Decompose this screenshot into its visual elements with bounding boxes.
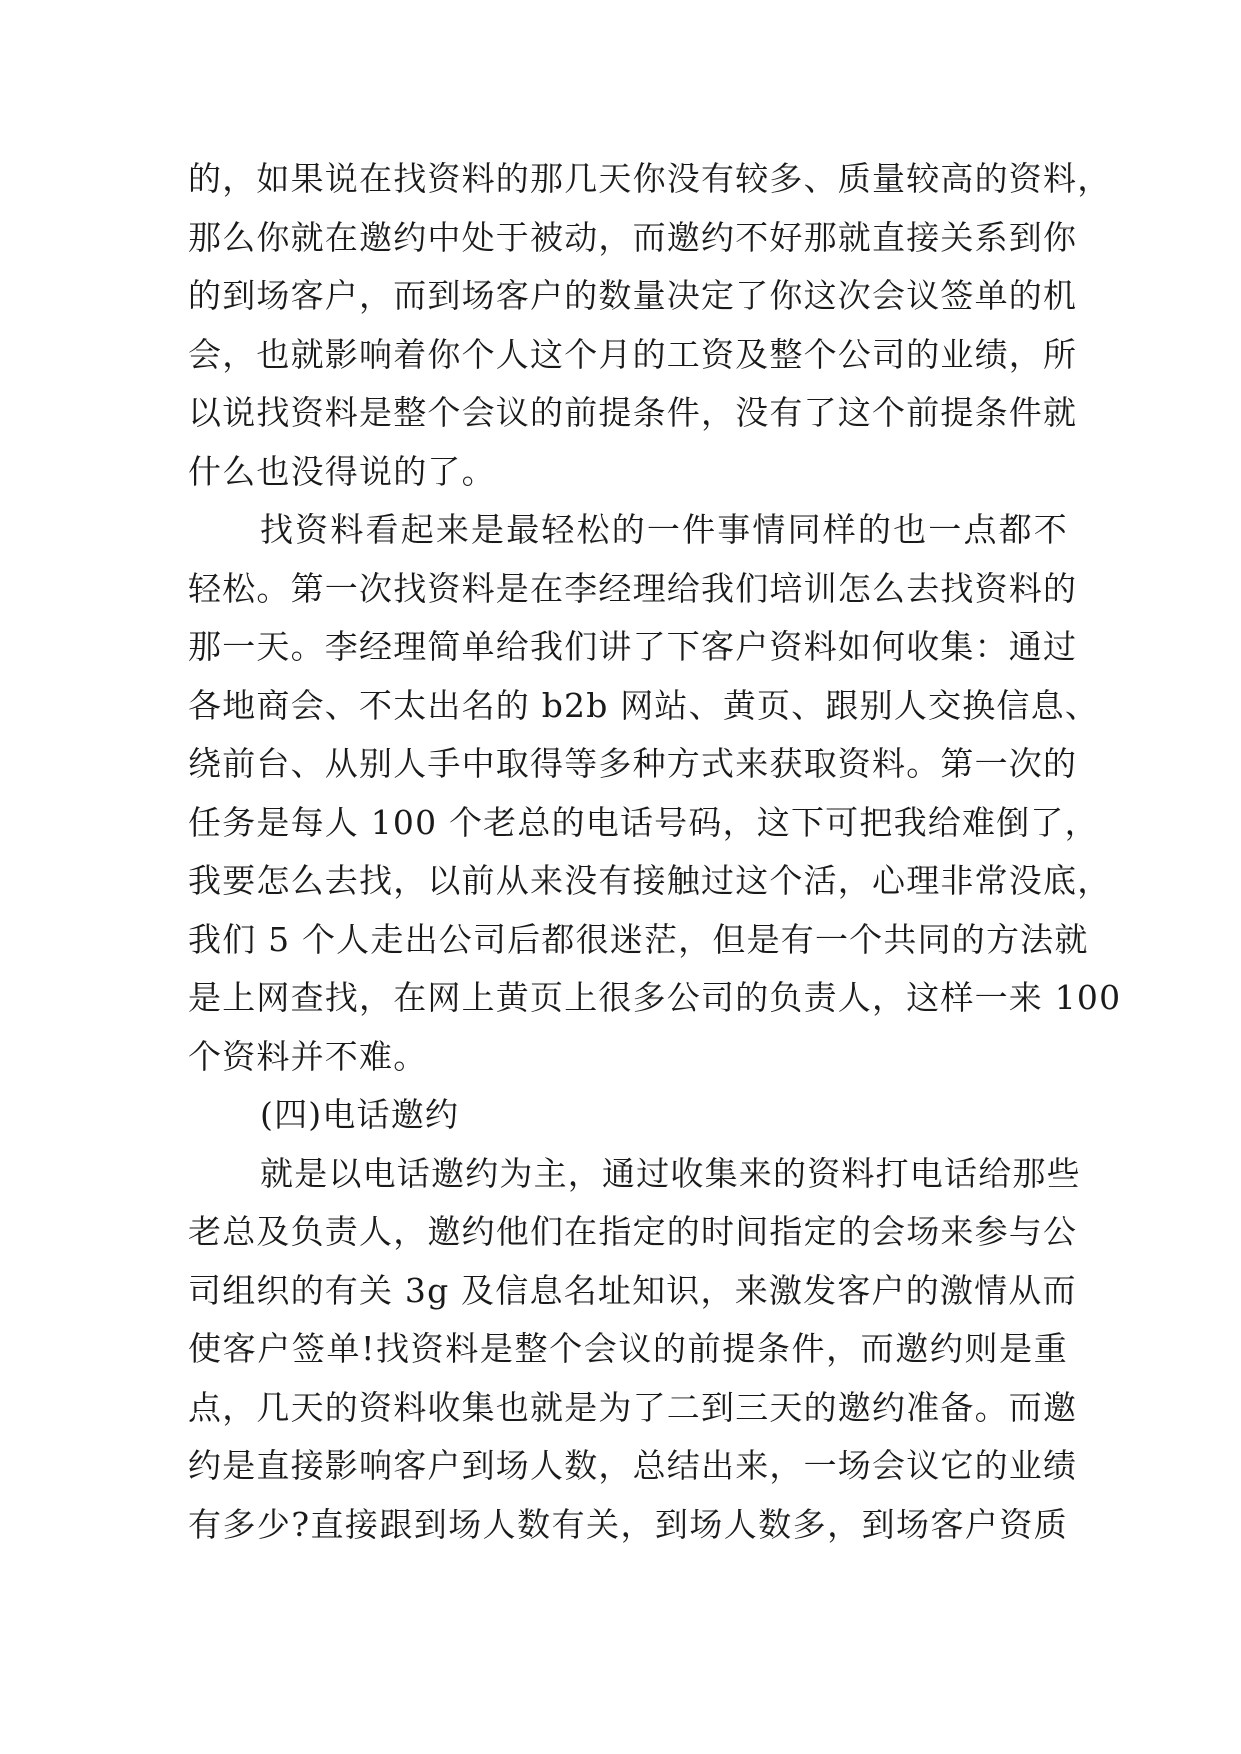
paragraph-2-line-5: 绕前台、从别人手中取得等多种方式来获取资料。第一次的	[188, 744, 1078, 783]
paragraph-3-line-4: 使客户签单!找资料是整个会议的前提条件，而邀约则是重	[188, 1329, 1068, 1368]
paragraph-2-line-10: 个资料并不难。	[188, 1036, 428, 1076]
paragraph-3-line-6: 约是直接影响客户到场人数，总结出来，一场会议它的业绩	[188, 1446, 1078, 1485]
paragraph-2-line-7: 我要怎么去找，以前从来没有接触过这个活，心理非常没底，	[188, 861, 1112, 900]
section-heading: (四)电话邀约	[260, 1095, 460, 1134]
paragraph-1-line-1: 的，如果说在找资料的那几天你没有较多、质量较高的资料，	[188, 159, 1112, 198]
paragraph-1-line-5: 以说找资料是整个会议的前提条件，没有了这个前提条件就	[188, 393, 1078, 432]
paragraph-2-line-1: 找资料看起来是最轻松的一件事情同样的也一点都不	[260, 510, 1068, 549]
paragraph-1-line-2: 那么你就在邀约中处于被动，而邀约不好那就直接关系到你	[188, 217, 1078, 257]
paragraph-3-line-2: 老总及负责人，邀约他们在指定的时间指定的会场来参与公	[188, 1212, 1078, 1251]
paragraph-2-line-9: 是上网查找，在网上黄页上很多公司的负责人，这样一来 100	[188, 978, 1122, 1017]
paragraph-1-line-6: 什么也没得说的了。	[188, 451, 496, 491]
paragraph-3-line-1: 就是以电话邀约为主，通过收集来的资料打电话给那些	[260, 1153, 1081, 1193]
paragraph-3-line-3: 司组织的有关 3g 及信息名址知识，来激发客户的激情从而	[188, 1270, 1077, 1310]
paragraph-1-line-4: 会，也就影响着你个人这个月的工资及整个公司的业绩，所	[188, 334, 1078, 374]
paragraph-3-line-5: 点，几天的资料收集也就是为了二到三天的邀约准备。而邀	[188, 1387, 1078, 1427]
paragraph-3-line-7: 有多少?直接跟到场人数有关，到场人数多，到场客户资质	[188, 1504, 1068, 1544]
paragraph-1-line-3: 的到场客户，而到场客户的数量决定了你这次会议签单的机	[188, 276, 1078, 315]
paragraph-2-line-8: 我们 5 个人走出公司后都很迷茫，但是有一个共同的方法就	[188, 919, 1089, 959]
body-text	[188, 150, 1122, 1554]
paragraph-2-line-6: 任务是每人 100 个老总的电话号码，这下可把我给难倒了，	[188, 802, 1099, 842]
paragraph-2-line-4: 各地商会、不太出名的 b2b 网站、黄页、跟别人交换信息、	[188, 685, 1100, 725]
paragraph-2-line-2: 轻松。第一次找资料是在李经理给我们培训怎么去找资料的	[188, 568, 1078, 608]
paragraph-2-line-3: 那一天。李经理简单给我们讲了下客户资料如何收集：通过	[188, 627, 1078, 666]
